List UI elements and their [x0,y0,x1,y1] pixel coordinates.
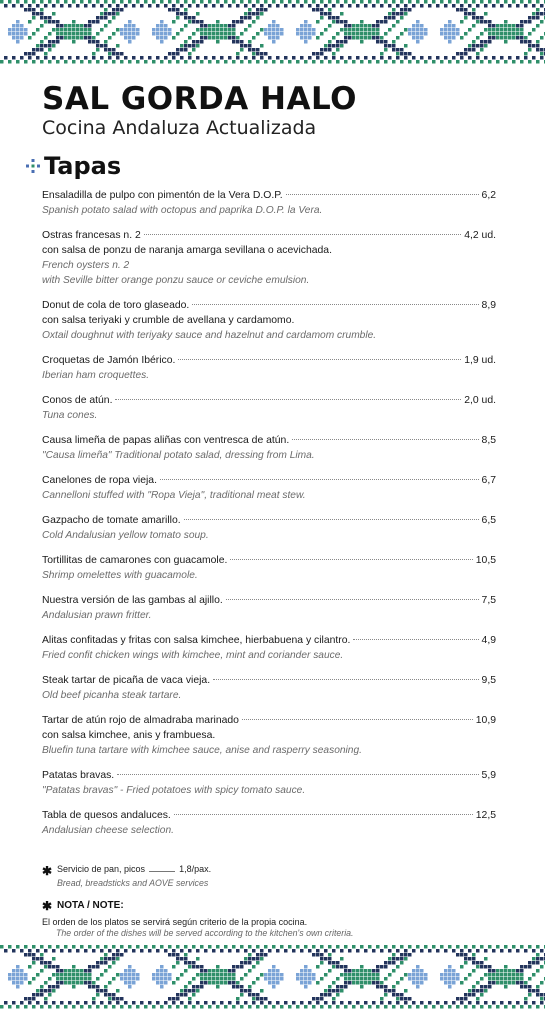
dish-price: 6,2 [481,190,496,201]
dot-leader [117,774,478,775]
section-title: Tapas [44,152,122,180]
nota-english: The order of the dishes will be served according to the kitchen's own criteria. [56,928,354,938]
dish-line [42,353,496,368]
dish-english: with Seville bitter orange ponzu sauce or ceviche emulsion. [42,275,310,286]
dot-leader [184,519,479,520]
dish-english: Cannelloni stuffed with "Ropa Vieja", traditional meat stew. [42,490,306,501]
dish-price: 2,0 ud. [464,395,496,406]
dish-name: Canelones de ropa vieja. [42,475,157,486]
dot-leader [292,439,478,440]
dish-price: 4,2 ud. [464,230,496,241]
dish-name: Steak tartar de picaña de vaca vieja. [42,675,211,686]
dish-line [42,713,496,728]
leader-line [149,871,175,872]
bread-service-price: 1,8/pax. [179,864,212,874]
bread-service-label: Servicio de pan, picos [57,864,146,874]
decorative-border-top [0,0,545,64]
dish-english: Oxtail doughnut with teriyaky sauce and hazelnut and cardamom crumble. [42,330,377,341]
dish-price: 5,9 [481,770,496,781]
bread-note [42,864,502,878]
dish-name: Causa limeña de papas aliñas con ventresca de atún. [42,435,290,446]
menu-item [42,553,496,583]
dish-english: Spanish potato salad with octopus and paprika D.O.P. la Vera. [42,205,323,216]
menu-item [42,228,496,288]
nota-label: NOTA / NOTE: [57,900,124,911]
dot-leader [353,639,478,640]
dish-english: Andalusian prawn fritter. [42,610,152,621]
menu-list [42,188,496,848]
dish-name: Alitas confitadas y fritas con salsa kimchee, hierbabuena y cilantro. [42,635,351,646]
dot-leader [226,599,479,600]
dish-line [42,473,496,488]
dot-leader [213,679,478,680]
dish-price: 8,9 [481,300,496,311]
restaurant-name: SAL GORDA HALO [42,81,357,117]
dish-english: Andalusian cheese selection. [42,825,174,836]
dot-leader [178,359,461,360]
dish-line [42,513,496,528]
dish-name: Donut de cola de toro glaseado. [42,300,190,311]
menu-item [42,473,496,503]
dish-line [42,593,496,608]
dish-price: 8,5 [481,435,496,446]
dish-price: 1,9 ud. [464,355,496,366]
dish-name: Tabla de quesos andaluces. [42,810,171,821]
dish-line [42,808,496,823]
dish-name: Patatas bravas. [42,770,115,781]
menu-item [42,188,496,218]
dish-line [42,673,496,688]
dish-english: Bluefin tuna tartare with kimchee sauce, anise and rasperry seasoning. [42,745,362,756]
dish-name: Gazpacho de tomate amarillo. [42,515,181,526]
dish-name: Tartar de atún rojo de almadraba marinado [42,715,239,726]
dish-description: con salsa kimchee, anis y frambuesa. [42,730,216,741]
dish-name: Ostras francesas n. 2 [42,230,141,241]
dish-english: Shrimp omelettes with guacamole. [42,570,198,581]
section-heading [26,152,121,180]
dish-english: "Patatas bravas" - Fried potatoes with spicy tomato sauce. [42,785,306,796]
menu-item [42,298,496,343]
dish-name: Nuestra versión de las gambas al ajillo. [42,595,223,606]
dish-english: Cold Andalusian yellow tomato soup. [42,530,209,541]
decorative-border-bottom [0,945,545,1009]
footer-notes [42,864,502,939]
dish-english: Fried confit chicken wings with kimchee, mint and coriander sauce. [42,650,344,661]
nota-block [42,899,502,913]
dot-leader [160,479,479,480]
nota-spanish: El orden de los platos se servirá según criterio de la propia cocina. [42,917,308,927]
dish-line [42,553,496,568]
dish-line [42,633,496,648]
dish-line [42,188,496,203]
dish-price: 4,9 [481,635,496,646]
asterisk-icon: ✱ [42,899,53,913]
dot-leader [192,304,478,305]
dish-description: con salsa de ponzu de naranja amarga sevillana o acevichada. [42,245,332,256]
dish-price: 6,7 [481,475,496,486]
dish-line [42,298,496,313]
pattern-graphic [0,0,545,64]
dish-price: 6,5 [481,515,496,526]
dish-line [42,433,496,448]
menu-item [42,768,496,798]
menu-item [42,808,496,838]
dish-name: Ensaladilla de pulpo con pimentón de la Vera D.O.P. [42,190,283,201]
dish-price: 10,5 [475,555,496,566]
dish-line [42,768,496,783]
dish-price: 7,5 [481,595,496,606]
header [42,82,357,140]
dish-english: Iberian ham croquettes. [42,370,150,381]
dot-leader [144,234,461,235]
dot-leader [115,399,461,400]
dish-line [42,228,496,243]
dish-name: Croquetas de Jamón Ibérico. [42,355,176,366]
dot-leader [242,719,473,720]
restaurant-tagline: Cocina Andaluza Actualizada [42,117,317,139]
dish-english: Tuna cones. [42,410,98,421]
dot-leader [286,194,479,195]
dish-description: con salsa teriyaki y crumble de avellana y cardamomo. [42,315,295,326]
dish-price: 12,5 [475,810,496,821]
dish-english: "Causa limeña" Traditional potato salad, dressing from Lima. [42,450,315,461]
menu-item [42,393,496,423]
dish-line [42,393,496,408]
dish-english: Old beef picanha steak tartare. [42,690,182,701]
dot-leader [230,559,472,560]
menu-item [42,593,496,623]
bread-service-english: Bread, breadsticks and AOVE services [57,878,209,888]
dot-leader [174,814,473,815]
menu-item [42,513,496,543]
pattern-graphic [0,945,545,1009]
dish-name: Tortillitas de camarones con guacamole. [42,555,228,566]
asterisk-icon: ✱ [42,864,53,878]
menu-item [42,673,496,703]
dish-price: 10,9 [475,715,496,726]
dish-english: French oysters n. 2 [42,260,130,271]
menu-item [42,633,496,663]
dish-price: 9,5 [481,675,496,686]
menu-item [42,713,496,758]
flower-ornament-icon [26,159,40,173]
menu-item [42,433,496,463]
menu-item [42,353,496,383]
dish-name: Conos de atún. [42,395,113,406]
